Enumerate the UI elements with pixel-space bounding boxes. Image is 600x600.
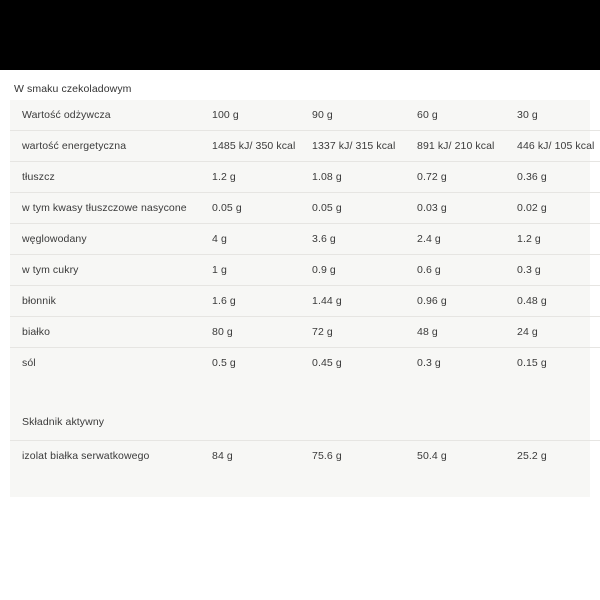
table-row (10, 255, 600, 286)
table-row (10, 441, 600, 472)
table-cell: 0.36 g (517, 162, 600, 193)
table-cell: 0.9 g (312, 255, 417, 286)
table-cell: w tym cukry (10, 255, 212, 286)
table-cell: 0.02 g (517, 193, 600, 224)
table-cell: 1485 kJ/ 350 kcal (212, 131, 312, 162)
table-cell: 4 g (212, 224, 312, 255)
table-row (10, 317, 600, 348)
table-cell: 2.4 g (417, 224, 517, 255)
table-cell: 1.08 g (312, 162, 417, 193)
nutrition-table-container (10, 100, 595, 497)
table-cell: 1337 kJ/ 315 kcal (312, 131, 417, 162)
table-header-cell: 30 g (517, 100, 600, 131)
table-cell: 0.48 g (517, 286, 600, 317)
table-cell: 25.2 g (517, 450, 547, 462)
table-cell: 1.44 g (312, 286, 417, 317)
table-row (10, 162, 600, 193)
table-cell: błonnik (10, 286, 212, 317)
nutrition-page (0, 70, 600, 600)
table-cell: 80 g (212, 317, 312, 348)
table-row (10, 131, 600, 162)
table-header-cell: 60 g (417, 100, 517, 131)
table-cell: 3.6 g (312, 224, 417, 255)
table-bottom-spacer (10, 471, 600, 497)
table-header-cell: Wartość odżywcza (10, 100, 212, 131)
table-cell: 0.3 g (517, 255, 600, 286)
section-header-row (10, 404, 600, 441)
table-cell: 50.4 g (417, 450, 447, 462)
table-row (10, 193, 600, 224)
table-cell: 0.5 g (212, 357, 236, 369)
table-header-cell: 100 g (212, 100, 312, 131)
table-cell: 446 kJ/ 105 kcal (517, 131, 600, 162)
table-cell: w tym kwasy tłuszczowe nasycone (10, 193, 212, 224)
flavour-caption: W smaku czekoladowym (14, 83, 132, 95)
table-cell: 84 g (212, 450, 233, 462)
table-cell: tłuszcz (10, 162, 212, 193)
table-cell: 1 g (212, 255, 312, 286)
table-cell: 0.3 g (417, 357, 441, 369)
table-cell: 0.96 g (417, 286, 517, 317)
table-cell: 1.2 g (517, 224, 600, 255)
table-cell: 0.15 g (517, 357, 547, 369)
table-header-row (10, 100, 600, 131)
table-cell: 0.03 g (417, 193, 517, 224)
table-cell: 0.72 g (417, 162, 517, 193)
table-row (10, 224, 600, 255)
section-label: Składnik aktywny (10, 404, 212, 441)
table-cell: 0.05 g (312, 193, 417, 224)
table-cell: 0.6 g (417, 255, 517, 286)
nutrition-table (10, 100, 600, 497)
table-cell: 0.45 g (312, 357, 342, 369)
table-cell: 891 kJ/ 210 kcal (417, 131, 517, 162)
table-cell: wartość energetyczna (10, 131, 212, 162)
table-cell: sól (22, 357, 36, 369)
table-cell: węglowodany (10, 224, 212, 255)
table-row (10, 286, 600, 317)
table-row (10, 348, 600, 379)
table-cell: 1.2 g (212, 162, 312, 193)
table-cell: izolat białka serwatkowego (22, 450, 150, 462)
table-header-cell: 90 g (312, 100, 417, 131)
table-cell: 24 g (517, 317, 600, 348)
table-cell: 48 g (417, 317, 517, 348)
table-cell: 0.05 g (212, 193, 312, 224)
table-cell: 1.6 g (212, 286, 312, 317)
table-spacer-row (10, 378, 600, 404)
table-cell: 72 g (312, 317, 417, 348)
table-cell: białko (10, 317, 212, 348)
table-cell: 75.6 g (312, 450, 342, 462)
